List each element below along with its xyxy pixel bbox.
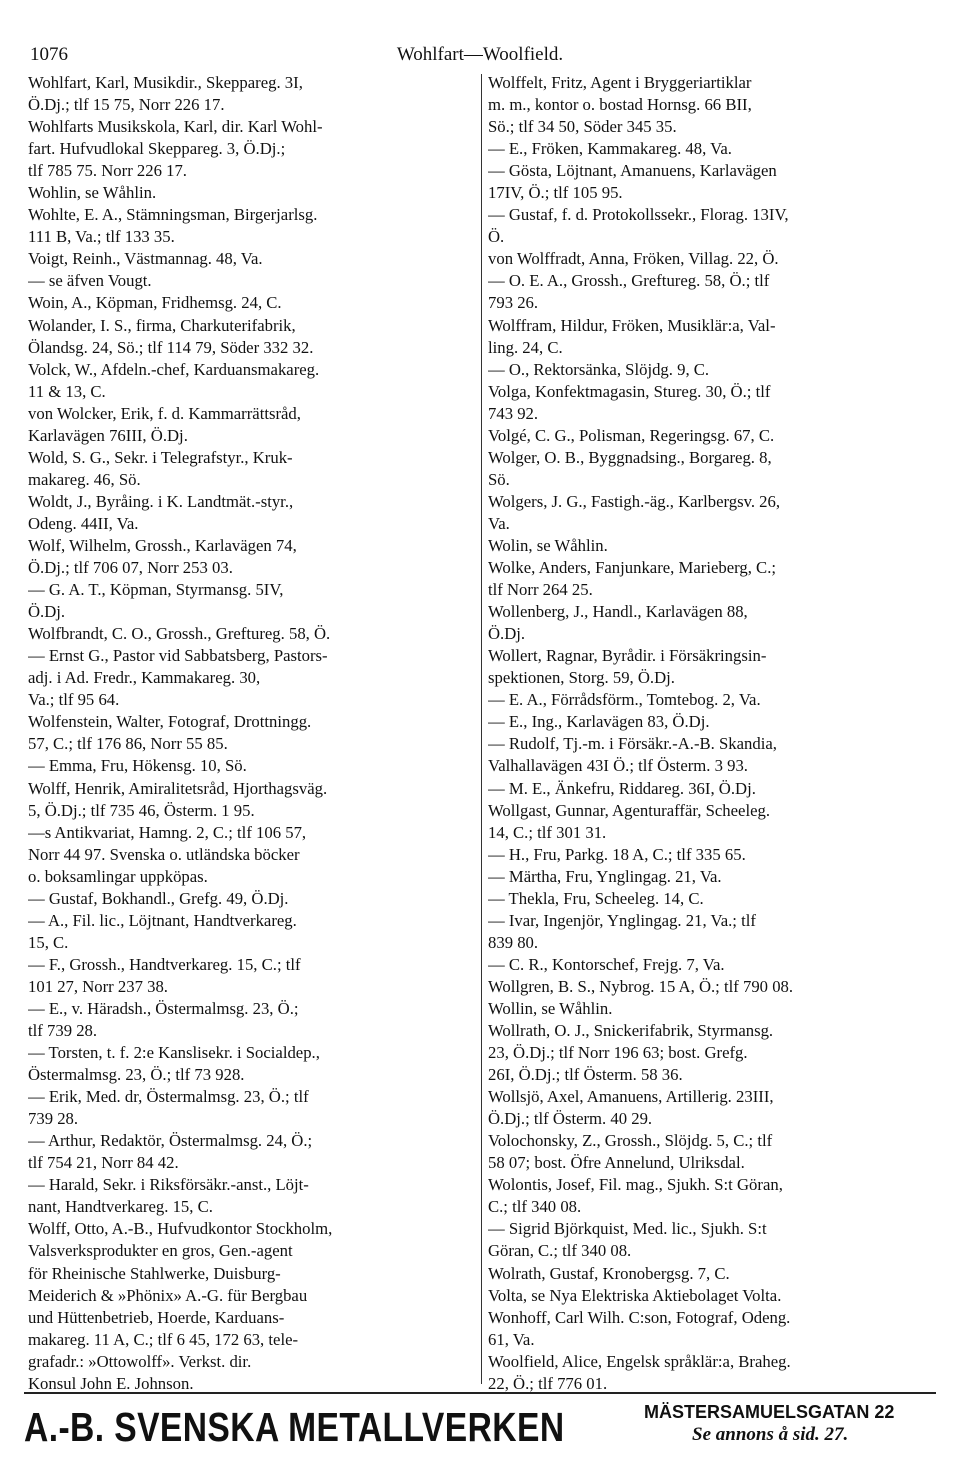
- directory-line: Volga, Konfektmagasin, Stureg. 30, Ö.; tlf: [488, 381, 771, 401]
- directory-line: tlf 739 28.: [28, 1021, 98, 1041]
- directory-line: tlf 754 21, Norr 84 42.: [28, 1153, 179, 1173]
- directory-line: Wolf, Wilhelm, Grossh., Karlavägen 74,: [28, 535, 297, 555]
- directory-line: Wolgers, J. G., Fastigh.-äg., Karlbergsv. 26,: [488, 491, 781, 511]
- directory-line: Volck, W., Afdeln.-chef, Karduansmakareg.: [28, 359, 320, 379]
- directory-line: Wohlfarts Musikskola, Karl, dir. Karl Wohl-: [28, 117, 323, 137]
- directory-line: Woldt, J., Byråing. i K. Landtmät.-styr.,: [28, 491, 294, 511]
- directory-line: Wonhoff, Carl Wilh. C:son, Fotograf, Odeng.: [488, 1307, 791, 1327]
- directory-line: — G. A. T., Köpman, Styrmansg. 5IV,: [28, 580, 284, 600]
- directory-line: Göran, C.; tlf 340 08.: [488, 1241, 632, 1261]
- directory-line: Volochonsky, Z., Grossh., Slöjdg. 5, C.; tlf: [488, 1131, 773, 1151]
- directory-line: Ö.Dj.: [28, 602, 66, 622]
- directory-line: Wolffelt, Fritz, Agent i Bryggeriartiklar: [488, 73, 752, 92]
- directory-line: adj. i Ad. Fredr., Kammakareg. 30,: [28, 668, 261, 688]
- directory-line: Voigt, Reinh., Västmannag. 48, Va.: [28, 249, 263, 269]
- directory-line: spektionen, Storg. 59, Ö.Dj.: [488, 668, 675, 688]
- directory-line: 57, C.; tlf 176 86, Norr 55 85.: [28, 734, 228, 754]
- ad-company-name: A.-B. SVENSKA METALLVERKEN: [24, 1404, 565, 1450]
- directory-line: — Emma, Fru, Hökensg. 10, Sö.: [28, 756, 247, 776]
- directory-line: — F., Grossh., Handtverkareg. 15, C.; tlf: [28, 954, 301, 974]
- directory-line: Ö.Dj.; tlf 15 75, Norr 226 17.: [28, 95, 225, 115]
- directory-line: Wollin, se Wåhlin.: [488, 998, 613, 1018]
- directory-line: — C. R., Kontorschef, Frejg. 7, Va.: [488, 954, 725, 974]
- directory-line: — E. A., Förrådsförm., Tomtebog. 2, Va.: [488, 690, 761, 710]
- directory-line: 111 B, Va.; tlf 133 35.: [28, 227, 175, 247]
- directory-line: Wolrath, Gustaf, Kronobergsg. 7, C.: [488, 1263, 730, 1283]
- directory-line: Karlavägen 76III, Ö.Dj.: [28, 425, 188, 445]
- directory-line: Wolander, I. S., firma, Charkuterifabrik,: [28, 315, 296, 335]
- directory-line: makareg. 11 A, C.; tlf 6 45, 172 63, tele-: [28, 1329, 299, 1349]
- directory-line: Wollrath, O. J., Snickerifabrik, Styrmansg.: [488, 1021, 774, 1041]
- directory-line: Wolfbrandt, C. O., Grossh., Greftureg. 58, Ö.: [28, 624, 331, 644]
- directory-line: Woin, A., Köpman, Fridhemsg. 24, C.: [28, 293, 282, 313]
- directory-line: Woolfield, Alice, Engelsk språklär:a, Braheg.: [488, 1351, 791, 1371]
- directory-line: — E., Ing., Karlavägen 83, Ö.Dj.: [488, 712, 710, 732]
- directory-line: 101 27, Norr 237 38.: [28, 976, 168, 996]
- directory-line: — Ivar, Ingenjör, Ynglingag. 21, Va.; tlf: [488, 910, 756, 930]
- directory-line: Ö.Dj.; tlf 706 07, Norr 253 03.: [28, 558, 233, 578]
- directory-line: — Harald, Sekr. i Riksförsäkr.-anst., Löjt-: [28, 1175, 309, 1195]
- directory-line: — E., v. Häradsh., Östermalmsg. 23, Ö.;: [28, 998, 299, 1018]
- directory-line: — Torsten, t. f. 2:e Kanslisekr. i Socialdep.,: [28, 1043, 320, 1063]
- directory-line: — Gustaf, f. d. Protokollssekr., Florag. 13IV,: [488, 205, 789, 225]
- directory-line: Wolff, Henrik, Amiralitetsråd, Hjorthagsväg.: [28, 778, 328, 798]
- directory-line: — M. E., Änkefru, Riddareg. 36I, Ö.Dj.: [488, 778, 756, 798]
- directory-line: Wolin, se Wåhlin.: [488, 535, 608, 555]
- directory-line: 23, Ö.Dj.; tlf Norr 196 63; bost. Grefg.: [488, 1043, 748, 1063]
- directory-line: o. boksamlingar uppköpas.: [28, 866, 208, 886]
- directory-line: Ö.Dj.; tlf Österm. 40 29.: [488, 1109, 653, 1129]
- directory-line: Wollsjö, Axel, Amanuens, Artillerig. 23III,: [488, 1087, 774, 1107]
- directory-line: Wold, S. G., Sekr. i Telegrafstyr., Kruk-: [28, 447, 293, 467]
- directory-line: Wollgast, Gunnar, Agenturaffär, Scheeleg.: [488, 800, 770, 820]
- directory-line: nant, Handtverkareg. 15, C.: [28, 1197, 213, 1217]
- directory-line: Wollgren, B. S., Nybrog. 15 A, Ö.; tlf 790 08.: [488, 976, 794, 996]
- directory-line: Va.; tlf 95 64.: [28, 690, 120, 710]
- directory-line: 11 & 13, C.: [28, 381, 106, 401]
- directory-line: — Erik, Med. dr, Östermalmsg. 23, Ö.; tlf: [28, 1087, 309, 1107]
- directory-line: — Arthur, Redaktör, Östermalmsg. 24, Ö.;: [28, 1131, 313, 1151]
- directory-line: 839 80.: [488, 932, 539, 952]
- directory-line: Ö.Dj.: [488, 624, 526, 644]
- directory-line: — Ernst G., Pastor vid Sabbatsberg, Pastors-: [28, 646, 328, 666]
- directory-line: von Wolffradt, Anna, Fröken, Villag. 22, Ö.: [488, 249, 779, 269]
- directory-line: — Thekla, Fru, Scheeleg. 14, C.: [488, 888, 704, 908]
- directory-line: 22, Ö.; tlf 776 01.: [488, 1373, 608, 1393]
- directory-line: Ölandsg. 24, Sö.; tlf 114 79, Söder 332 32.: [28, 337, 314, 357]
- directory-line: von Wolcker, Erik, f. d. Kammarrättsråd,: [28, 403, 301, 423]
- directory-line: und Hüttenbetrieb, Hoerde, Karduans-: [28, 1307, 285, 1327]
- directory-line: — Gösta, Löjtnant, Amanuens, Karlavägen: [488, 161, 777, 181]
- directory-line: för Rheinische Stahlwerke, Duisburg-: [28, 1263, 281, 1283]
- directory-line: 14, C.; tlf 301 31.: [488, 822, 607, 842]
- directory-line: tlf 785 75. Norr 226 17.: [28, 161, 187, 181]
- directory-line: 15, C.: [28, 932, 69, 952]
- directory-line: Valsverksprodukter en gros, Gen.-agent: [28, 1241, 293, 1261]
- directory-line: Sö.; tlf 34 50, Söder 345 35.: [488, 117, 677, 137]
- directory-line: Wollert, Ragnar, Byrådir. i Försäkringsin-: [488, 646, 767, 666]
- directory-line: C.; tlf 340 08.: [488, 1197, 582, 1217]
- directory-line: Ö.: [488, 227, 505, 247]
- directory-line: makareg. 46, Sö.: [28, 469, 141, 489]
- directory-line: 26I, Ö.Dj.; tlf Österm. 58 36.: [488, 1065, 683, 1085]
- directory-line: — O. E. A., Grossh., Greftureg. 58, Ö.; tlf: [488, 271, 770, 291]
- page-number: 1076: [30, 44, 68, 65]
- directory-line: Wolke, Anders, Fanjunkare, Marieberg, C.;: [488, 558, 776, 578]
- directory-line: Wolff, Otto, A.-B., Hufvudkontor Stockholm,: [28, 1219, 333, 1239]
- directory-line: 5, Ö.Dj.; tlf 735 46, Österm. 1 95.: [28, 800, 255, 820]
- directory-line: — Sigrid Björkquist, Med. lic., Sjukh. S:t: [488, 1219, 767, 1239]
- directory-line: — E., Fröken, Kammakareg. 48, Va.: [488, 139, 732, 159]
- directory-line: 793 26.: [488, 293, 539, 313]
- page-range-title: Wohlfart—Woolfield.: [396, 44, 564, 65]
- directory-line: — O., Rektorsänka, Slöjdg. 9, C.: [488, 359, 710, 379]
- directory-line: grafadr.: »Ottowolff». Verkst. dir.: [28, 1351, 252, 1371]
- directory-line: — Rudolf, Tj.-m. i Försäkr.-A.-B. Skandia,: [488, 734, 777, 754]
- directory-line: Wolontis, Josef, Fil. mag., Sjukh. S:t Göran,: [488, 1175, 783, 1195]
- page-header: [30, 44, 930, 74]
- right-column: [488, 72, 928, 1395]
- directory-line: Wohlfart, Karl, Musikdir., Skeppareg. 3I,: [28, 73, 303, 92]
- directory-line: m. m., kontor o. bostad Hornsg. 66 BII,: [488, 95, 752, 115]
- directory-line: 61, Va.: [488, 1329, 535, 1349]
- directory-line: — Märtha, Fru, Ynglingag. 21, Va.: [488, 866, 722, 886]
- directory-line: Wolffram, Hildur, Fröken, Musiklär:a, Val-: [488, 315, 776, 335]
- left-column: [28, 72, 490, 1395]
- directory-line: Odeng. 44II, Va.: [28, 513, 139, 533]
- directory-line: Va.: [488, 513, 510, 533]
- directory-line: Volgé, C. G., Polisman, Regeringsg. 67, C.: [488, 425, 775, 445]
- directory-line: 739 28.: [28, 1109, 79, 1129]
- directory-line: — se äfven Vougt.: [28, 271, 152, 291]
- directory-line: Meiderich & »Phönix» A.-G. für Bergbau: [28, 1285, 308, 1305]
- directory-line: ling. 24, C.: [488, 337, 563, 357]
- advertisement-banner: [24, 1392, 936, 1454]
- directory-line: Volta, se Nya Elektriska Aktiebolaget Volta.: [488, 1285, 782, 1305]
- directory-line: Konsul John E. Johnson.: [28, 1373, 194, 1393]
- directory-line: Norr 44 97. Svenska o. utländska böcker: [28, 844, 300, 864]
- directory-line: 743 92.: [488, 403, 539, 423]
- directory-line: fart. Hufvudlokal Skeppareg. 3, Ö.Dj.;: [28, 139, 286, 159]
- directory-line: Wohlte, E. A., Stämningsman, Birgerjarlsg.: [28, 205, 318, 225]
- directory-line: 58 07; bost. Öfre Annelund, Ulriksdal.: [488, 1153, 745, 1173]
- directory-line: Wohlin, se Wåhlin.: [28, 183, 157, 203]
- directory-line: Wolger, O. B., Byggnadsing., Borgareg. 8,: [488, 447, 772, 467]
- directory-line: Wollenberg, J., Handl., Karlavägen 88,: [488, 602, 748, 622]
- directory-line: Sö.: [488, 469, 510, 489]
- ad-address: MÄSTERSAMUELSGATAN 22: [644, 1402, 895, 1422]
- directory-line: Wolfenstein, Walter, Fotograf, Drottningg.: [28, 712, 312, 732]
- directory-line: — Gustaf, Bokhandl., Grefg. 49, Ö.Dj.: [28, 888, 289, 908]
- directory-line: Valhallavägen 43I Ö.; tlf Österm. 3 93.: [488, 756, 748, 776]
- column-divider: [481, 74, 482, 1384]
- ad-note: Se annons å sid. 27.: [692, 1424, 849, 1445]
- directory-line: Östermalmsg. 23, Ö.; tlf 73 928.: [28, 1065, 245, 1085]
- directory-line: tlf Norr 264 25.: [488, 580, 593, 600]
- directory-line: — A., Fil. lic., Löjtnant, Handtverkareg.: [28, 910, 297, 930]
- directory-line: — H., Fru, Parkg. 18 A, C.; tlf 335 65.: [488, 844, 746, 864]
- directory-line: —s Antikvariat, Hamng. 2, C.; tlf 106 57,: [28, 822, 307, 842]
- directory-line: 17IV, Ö.; tlf 105 95.: [488, 183, 623, 203]
